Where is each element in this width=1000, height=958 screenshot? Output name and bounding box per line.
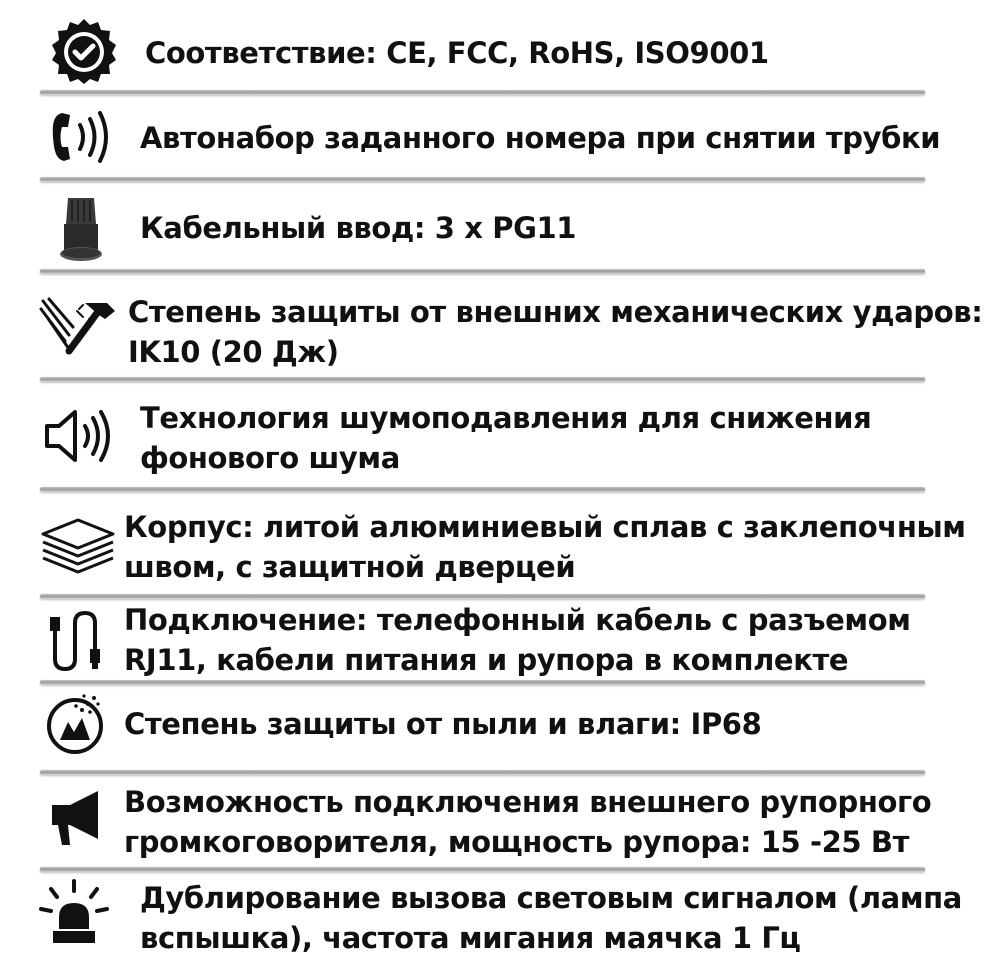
- divider: [40, 269, 925, 274]
- feature-text-line: вспышка), частота мигания маячка 1 Гц: [140, 921, 801, 955]
- divider: [40, 177, 925, 182]
- feature-text-line: Степень защиты от пыли и влаги: IP68: [124, 707, 762, 741]
- feature-text-line: Технология шумоподавления для снижения: [140, 401, 872, 435]
- divider: [40, 770, 925, 775]
- cable-gland-icon: [56, 193, 106, 265]
- cable-connector-icon: [40, 608, 110, 674]
- speaker-icon: [40, 405, 120, 467]
- feature-text-line: Кабельный ввод: 3 x PG11: [140, 211, 577, 245]
- phone-ring-icon: [48, 108, 118, 166]
- feature-text-line: громкоговорителя, мощность рупора: 15 -25 Вт: [124, 825, 909, 859]
- feature-text-line: RJ11, кабели питания и рупора в комплекте: [124, 643, 849, 677]
- beacon-lamp-icon: [36, 878, 112, 950]
- feature-text-line: Возможность подключения внешнего рупорного: [124, 785, 932, 819]
- feature-text-line: Соответствие: CE, FCC, RoHS, ISO9001: [145, 36, 769, 70]
- megaphone-icon: [46, 786, 110, 850]
- divider: [40, 867, 925, 872]
- feature-text-line: Подключение: телефонный кабель с разъемом: [124, 603, 911, 637]
- check-badge-icon: [48, 15, 120, 87]
- feature-text-line: швом, с защитной дверцей: [124, 550, 576, 584]
- layers-icon: [38, 515, 118, 575]
- feature-text-line: Дублирование вызова световым сигналом (лампа: [140, 881, 962, 915]
- feature-text-line: IK10 (20 Дж): [128, 335, 339, 369]
- divider: [40, 680, 925, 685]
- divider: [40, 377, 925, 382]
- divider: [40, 487, 925, 492]
- feature-text-line: Степень защиты от внешних механических ударов:: [128, 295, 983, 329]
- dust-water-icon: [40, 688, 110, 758]
- feature-text-line: фонового шума: [140, 441, 400, 475]
- feature-text-line: Автонабор заданного номера при снятии трубки: [140, 121, 941, 155]
- divider: [40, 594, 925, 599]
- divider: [40, 90, 925, 95]
- hammer-impact-icon: [38, 296, 122, 358]
- feature-text-line: Корпус: литой алюминиевый сплав с заклепочным: [124, 510, 966, 544]
